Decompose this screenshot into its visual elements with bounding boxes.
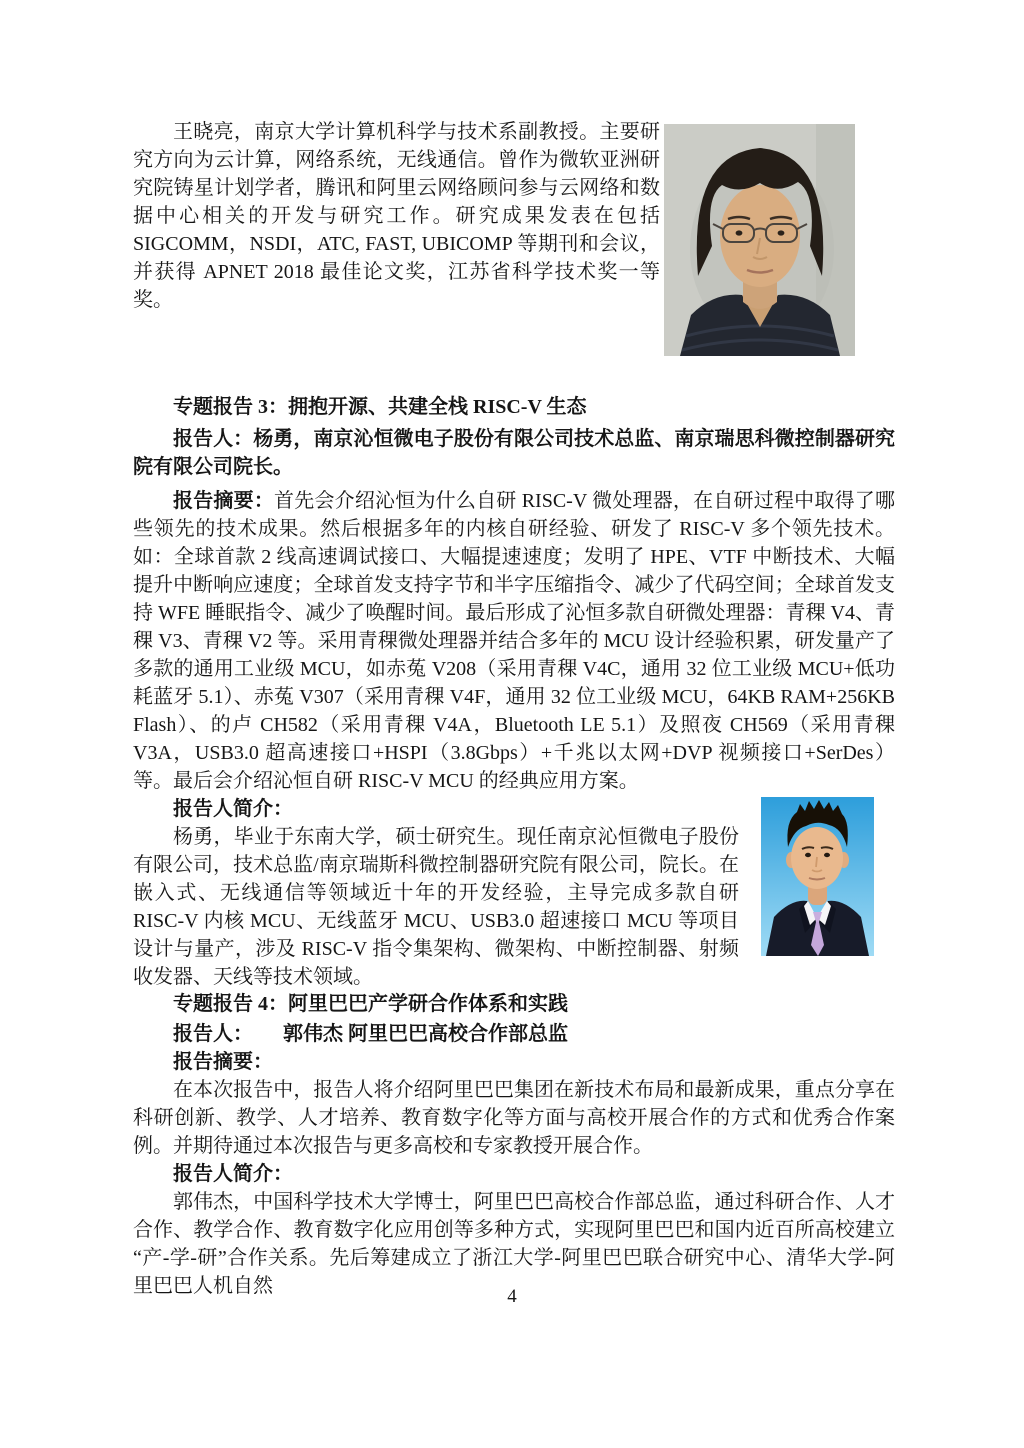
speaker-photo-wang [664,124,855,356]
report3-bio-block [133,795,895,991]
intro-paragraph: 王晓亮，南京大学计算机科学与技术系副教授。主要研究方向为云计算，网络系统，无线通信。曾作为微软亚洲研究院铸星计划学者，腾讯和阿里云网络顾问参与云网络和数据中心相关的开发与研究工作。研究成果发表在包括 SIGCOMM，NSDI，ATC, FAST, UBICOMP 等期刊和会议，并获得 APNET 2018 最佳论文奖，江苏省科学技术奖一等奖。 [133,121,660,311]
report4-speaker-line: 报告人： 郭伟杰 阿里巴巴高校合作部总监 [173,1023,568,1045]
report3-abstract-text: 首先会介绍沁恒为什么自研 RISC-V 微处理器，在自研过程中取得了哪些领先的技术成果。然后根据多年的内核自研经验、研发了 RISC-V 多个领先技术。如：全球首款 2 线高速调试接口、大幅提速速度；发明了 HPE、VTF 中断技术、大幅提升中断响应速度；全球首发支持字节和半字压缩指令、减少了代码空间；全球首发支持 WFE 睡眠指令、减少了唤醒时间。最后形成了沁恒多款自研微处理器：青稞 V4、青稞 V3、青稞 V2 等。采用青稞微处理器并结合多年的 MCU 设计经验积累，研发量产了多款的通用工业级 MCU，如赤菟 V208（采用青稞 V4C，通用 32 位工业级 MCU+低功耗蓝牙 5.1）、赤菟 V307（采用青稞 V4F，通用 32 位工业级 MCU，64KB RAM+256KB Flash）、的卢 CH582（采用青稞 V4A，Bluetooth LE 5.1）及照夜 CH569（采用青稞 V3A，USB3.0 超高速接口+HSPI（3.8Gbps）+千兆以太网+DVP 视频接口+SerDes）等。最后会介绍沁恒自研 RISC-V MCU 的经典应用方案。 [133,490,895,792]
report4-bio-heading: 报告人简介： [173,1163,293,1185]
report4-section [133,990,895,1300]
report4-title: 专题报告 4：阿里巴巴产学研合作体系和实践 [173,993,568,1015]
report3-abstract-label: 报告摘要： [173,490,275,512]
speaker-photo-yang [761,797,874,956]
report3-abstract [133,487,895,795]
page-number: 4 [507,1286,517,1307]
report4-bio-paragraph: 郭伟杰，中国科学技术大学博士，阿里巴巴高校合作部总监，通过科研合作、人才合作、教学合作、教育数字化应用创等多种方式，实现阿里巴巴和国内近百所高校建立“产-学-研”合作关系。先后筹建成立了浙江大学-阿里巴巴联合研究中心、清华大学-阿里巴巴人机自然 [133,1191,895,1297]
report3-section [133,393,895,991]
report4-abstract: 在本次报告中，报告人将介绍阿里巴巴集团在新技术布局和最新成果，重点分享在科研创新、教学、人才培养、教育数字化等方面与高校开展合作的方式和优秀合作案例。并期待通过本次报告与更多高校和专家教授开展合作。 [133,1079,895,1157]
report4-abstract-label: 报告摘要： [173,1051,273,1073]
intro-section [133,118,895,314]
report3-bio-paragraph: 杨勇，毕业于东南大学，硕士研究生。现任南京沁恒微电子股份有限公司，技术总监/南京瑞斯科微控制器研究院有限公司，院长。在嵌入式、无线通信等领域近十年的开发经验，主导完成多款自研 RISC-V 内核 MCU、无线蓝牙 MCU、USB3.0 超速接口 MCU 等项目设计与量产，涉及 RISC-V 指令集架构、微架构、中断控制器、射频收发器、天线等技术领域。 [133,826,739,988]
report3-speaker-line: 报告人：杨勇，南京沁恒微电子股份有限公司技术总监、南京瑞思科微控制器研究院有限公司院长。 [133,428,895,478]
report3-bio-heading: 报告人简介： [173,798,293,820]
report3-title: 专题报告 3：拥抱开源、共建全栈 RISC-V 生态 [173,396,587,418]
